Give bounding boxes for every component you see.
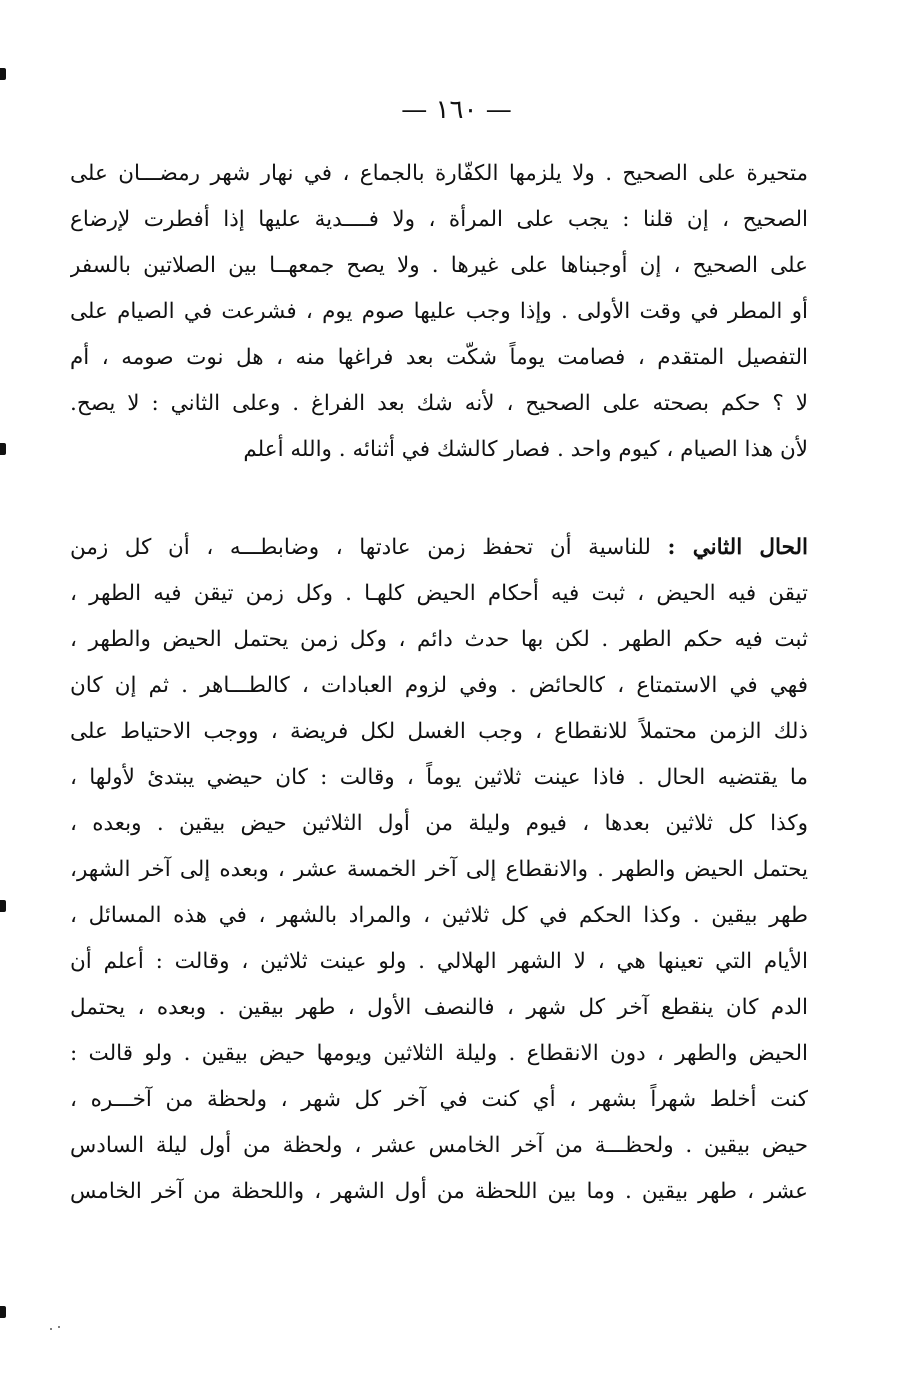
text-line: كنت أخلط شهراً بشهر ، أي كنت في آخر كل شهر ، ولحظة من آخـــره ، [70, 1087, 808, 1112]
page-number: — ١٦٠ — [401, 95, 512, 125]
text-line: ما يقتضيه الحال . فاذا عينت ثلاثين يوماً ، وقالت : كان حيضي يبتدئ لأولها ، [70, 765, 808, 790]
paragraph-1 [70, 151, 808, 473]
text-line: عشر ، طهر بيقين . وما بين اللحظة من أول الشهر ، واللحظة من آخر الخامس [70, 1179, 808, 1204]
text-line: التفصيل المتقدم ، فصامت يوماً شكّت بعد فراغها منه ، هل نوت صومه ، أم [70, 345, 808, 370]
text-fragment: للناسية أن تحفظ زمن عادتها ، وضابطـــه ، أن كل زمن [70, 535, 668, 560]
text-line: على الصحيح ، إن أوجبناها على غيرها . ولا يصح جمعهــا بين الصلاتين بالسفر [70, 253, 808, 278]
text-line: الأيام التي تعينها هي ، لا الشهر الهلالي . ولو عينت ثلاثين ، وقالت : أعلم أن [70, 949, 808, 974]
scan-speck [50, 1328, 52, 1330]
page-edge-mark [0, 443, 6, 455]
text-line: طهر بيقين . وكذا الحكم في كل ثلاثين ، والمراد بالشهر ، في هذه المسائل ، [70, 903, 808, 928]
text-line: متحيرة على الصحيح . ولا يلزمها الكفّارة بالجماع ، في نهار شهر رمضـــان على [70, 161, 808, 186]
text-line [70, 525, 808, 571]
text-line: حيض بيقين . ولحظـــة من آخر الخامس عشر ، ولحظة من أول ليلة السادس [70, 1133, 808, 1158]
text-line: ذلك الزمن محتملاً للانقطاع ، وجب الغسل لكل فريضة ، ووجب الاحتياط على [70, 719, 808, 744]
page-edge-mark [0, 900, 6, 912]
text-line: أو المطر في وقت الأولى . وإذا وجب عليها صوم يوم ، فشرعت في الصيام على [70, 299, 808, 324]
text-line: وكذا كل ثلاثين بعدها ، فيوم وليلة من أول الثلاثين حيض بيقين . وبعده ، [70, 811, 808, 836]
text-line: الحيض والطهر ، دون الانقطاع . وليلة الثلاثين ويومها حيض بيقين . ولو قالت : [70, 1041, 808, 1066]
scan-speck [58, 1326, 60, 1328]
page-edge-mark [0, 68, 6, 80]
text-line: الصحيح ، إن قلنا : يجب على المرأة ، ولا فــــدية عليها إذا أفطرت لإرضاع [70, 207, 808, 232]
text-line: لا ؟ حكم بصحته على الصحيح ، لأنه شك بعد الفراغ . وعلى الثاني : لا يصح. [70, 391, 808, 416]
text-line: تيقن فيه الحيض ، ثبت فيه أحكام الحيض كلهـا . وكل زمن تيقن فيه الطهر ، [70, 581, 808, 606]
page-edge-mark [0, 1306, 6, 1318]
text-line: ثبت فيه حكم الطهر . لكن بها حدث دائم ، وكل زمن يحتمل الحيض والطهر ، [70, 627, 808, 652]
text-line: فهي في الاستمتاع ، كالحائض . وفي لزوم العبادات ، كالطـــاهر . ثم إن كان [70, 673, 808, 698]
section-label: الحال الثاني : [667, 535, 808, 560]
text-line: الدم كان ينقطع آخر كل شهر ، فالنصف الأول ، طهر بيقين . وبعده ، يحتمل [70, 995, 808, 1020]
text-line: لأن هذا الصيام ، كيوم واحد . فصار كالشك في أثنائه . والله أعلم [243, 437, 808, 462]
text-line: يحتمل الحيض والطهر . والانقطاع إلى آخر الخمسة عشر ، وبعده إلى آخر الشهر، [70, 857, 808, 882]
paragraph-2 [70, 525, 808, 1215]
